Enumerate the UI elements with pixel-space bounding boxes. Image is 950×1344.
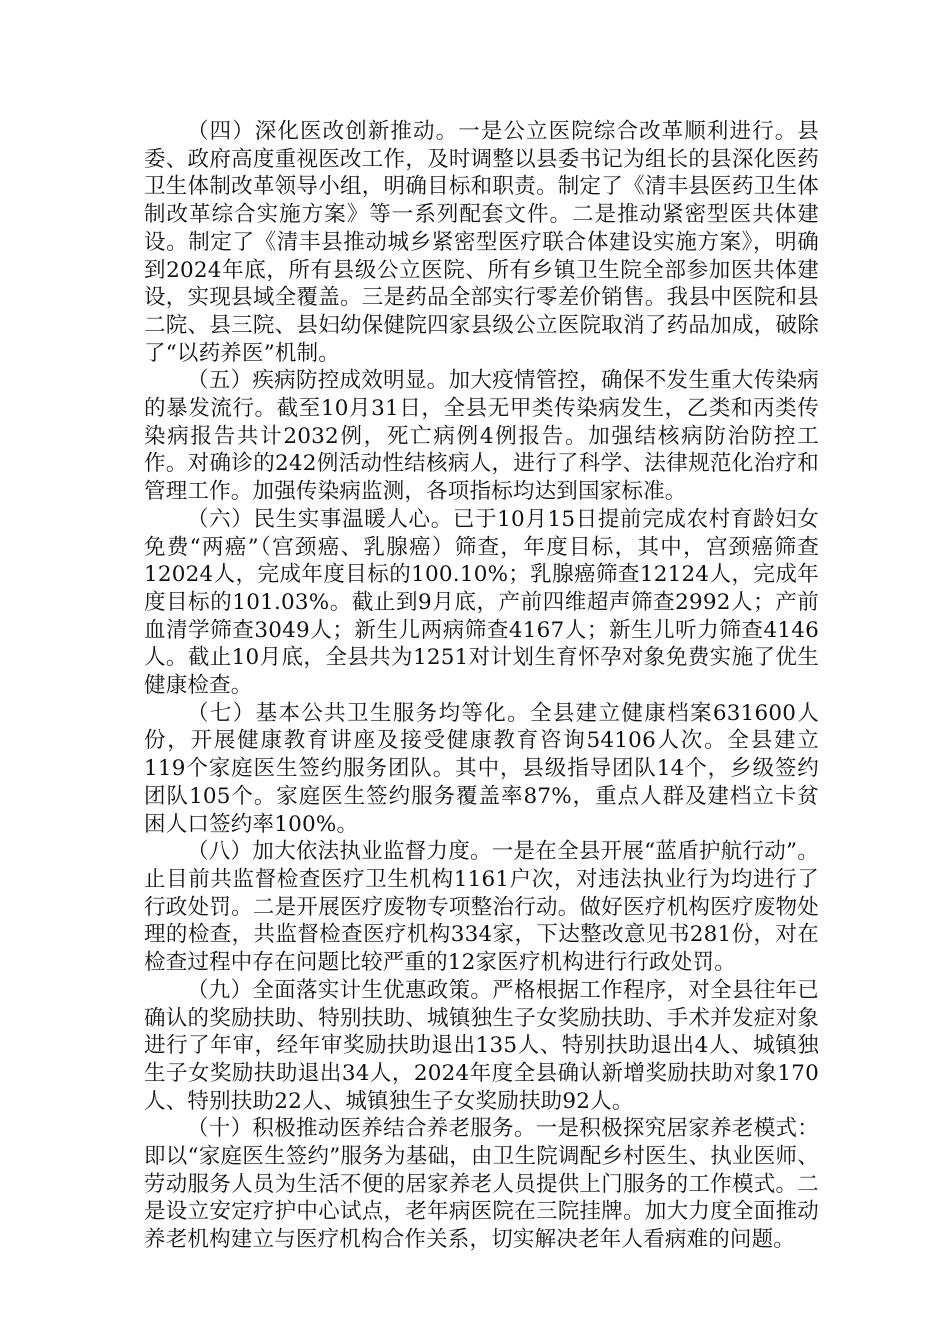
paragraph-family-planning: （九）全面落实计生优惠政策。严格根据工作程序，对全县往年已确认的奖励扶助、特别扶助、城镇独生子女奖励扶助、手术并发症对象进行了年审，经年审奖励扶助退出135人、特别扶助退出4人、城镇独生子女奖励扶助退出34人，2024年度全县确认新增奖励扶助对象170人、特别扶助22人、城镇独生子女奖励扶助92人。 bbox=[144, 977, 819, 1114]
paragraph-supervision: （八）加大依法执业监督力度。一是在全县开展“蓝盾护航行动”。止目前共监督检查医疗卫生机构1161户次，对违法执业行为均进行了行政处罚。二是开展医疗废物专项整治行动。做好医疗机构医疗废物处理的检查，共监督检查医疗机构334家，下达整改意见书281份，对在检查过程中存在问题比较严重的12家医疗机构进行行政处罚。 bbox=[144, 839, 819, 976]
paragraph-reform: （四）深化医改创新推动。一是公立医院综合改革顺利进行。县委、政府高度重视医改工作，及时调整以县委书记为组长的县深化医药卫生体制改革领导小组，明确目标和职责。制定了《清丰县医药卫生体制改革综合实施方案》等一系列配套文件。二是推动紧密型医共体建设。制定了《清丰县推动城乡紧密型医疗联合体建设实施方案》，明确到2024年底，所有县级公立医院、所有乡镇卫生院全部参加医共体建设，实现县域全覆盖。三是药品全部实行零差价销售。我县中医院和县二院、县三院、县妇幼保健院四家县级公立医院取消了药品加成，破除了“以药养医”机制。 bbox=[144, 119, 819, 366]
document-body bbox=[144, 118, 819, 1254]
paragraph-disease-control: （五）疾病防控成效明显。加大疫情管控，确保不发生重大传染病的暴发流行。截至10月31日，全县无甲类传染病发生，乙类和丙类传染病报告共计2032例，死亡病例4例报告。加强结核病防治防控工作。对确诊的242例活动性结核病人，进行了科学、法律规范化治疗和管理工作。加强传染病监测，各项指标均达到国家标准。 bbox=[144, 368, 819, 505]
paragraph-public-health: （七）基本公共卫生服务均等化。全县建立健康档案631600人份，开展健康教育讲座及接受健康教育咨询54106人次。全县建立119个家庭医生签约服务团队。其中，县级指导团队14个，乡级签约团队105个。家庭医生签约服务覆盖率87%，重点人群及建档立卡贫困人口签约率100%。 bbox=[144, 700, 819, 837]
paragraph-elderly-care: （十）积极推动医养结合养老服务。一是积极探究居家养老模式：即以“家庭医生签约”服务为基础，由卫生院调配乡村医生、执业医师、劳动服务人员为生活不便的居家养老人员提供上门服务的工作模式。二是设立安定疗护中心试点，老年病医院在三院挂牌。加大力度全面推动养老机构建立与医疗机构合作关系，切实解决老年人看病难的问题。 bbox=[144, 1116, 819, 1253]
paragraph-livelihood: （六）民生实事温暖人心。已于10月15日提前完成农村育龄妇女免费“两癌”（宫颈癌、乳腺癌）筛查，年度目标，其中，宫颈癌筛查12024人，完成年度目标的100.10%；乳腺癌筛查12124人，完成年度目标的101.03%。截止到9月底，产前四维超声筛查2992人；产前血清学筛查3049人；新生儿两病筛查4167人；新生儿听力筛查4146人。截止10月底，全县共为1251对计划生育怀孕对象免费实施了优生健康检查。 bbox=[144, 506, 819, 699]
